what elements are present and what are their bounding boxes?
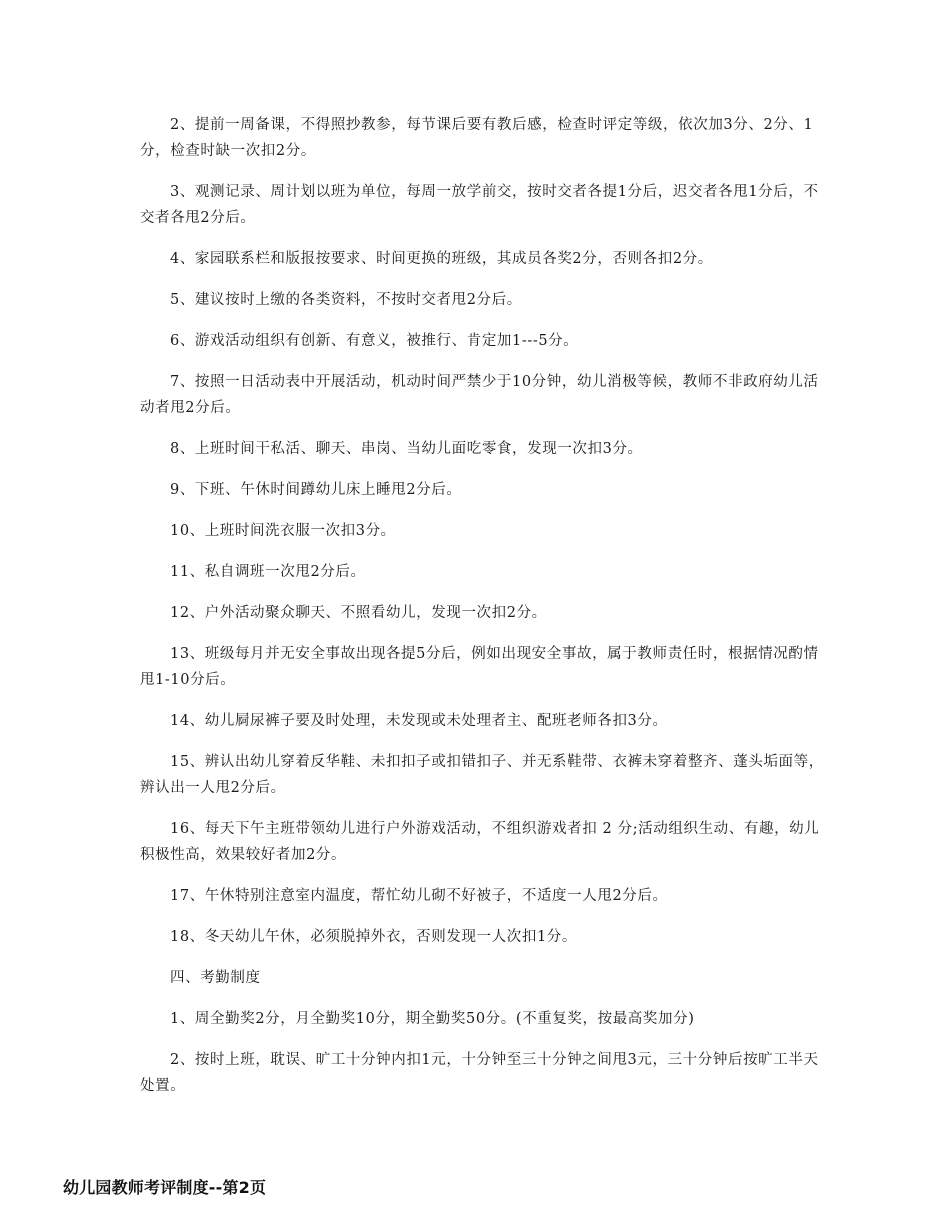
paragraph: 7、按照一日活动表中开展活动，机动时间严禁少于10分钟，幼儿消极等候，教师不非政府幼儿活动者甩2分后。 [140, 374, 819, 416]
paragraph: 2、提前一周备课，不得照抄教参，每节课后要有教后感，检查时评定等级，依次加3分、2分、1分，检查时缺一次扣2分。 [140, 117, 814, 159]
paragraph: 15、辨认出幼儿穿着反华鞋、未扣扣子或扣错扣子、并无系鞋带、衣裤未穿着整齐、蓬头垢面等，辨认出一人甩2分后。 [140, 754, 824, 796]
paragraph: 11、私自调班一次甩2分后。 [170, 564, 366, 580]
paragraph: 12、户外活动聚众聊天、不照看幼儿，发现一次扣2分。 [170, 605, 547, 621]
paragraph: 13、班级每月并无安全事故出现各提5分后，例如出现安全事故，属于教师责任时，根据情况酌情甩1-10分后。 [140, 646, 819, 688]
paragraph: 9、下班、午休时间蹲幼儿床上睡甩2分后。 [170, 482, 462, 498]
paragraph: 1、周全勤奖2分，月全勤奖10分，期全勤奖50分。(不重复奖，按最高奖加分) [170, 1011, 695, 1027]
paragraph: 8、上班时间干私活、聊天、串岗、当幼儿面吃零食，发现一次扣3分。 [170, 441, 643, 457]
paragraph: 16、每天下午主班带领幼儿进行户外游戏活动，不组织游戏者扣 2 分;活动组织生动、有趣，幼儿积极性高，效果较好者加2分。 [140, 821, 820, 863]
page-footer: 幼儿园教师考评制度--第2页 [63, 1178, 267, 1197]
paragraph: 17、午休特别注意室内温度，帮忙幼儿砌不好被子，不适度一人甩2分后。 [170, 888, 668, 904]
section-heading: 四、考勤制度 [170, 970, 261, 986]
paragraph: 2、按时上班，耽误、旷工十分钟内扣1元，十分钟至三十分钟之间甩3元，三十分钟后按旷工半天处置。 [140, 1052, 819, 1094]
paragraph: 14、幼儿屙尿裤子要及时处理，未发现或未处理者主、配班老师各扣3分。 [170, 713, 668, 729]
paragraph: 18、冬天幼儿午休，必须脱掉外衣，否则发现一人次扣1分。 [170, 929, 577, 945]
paragraph: 10、上班时间洗衣服一次扣3分。 [170, 523, 396, 539]
paragraph: 5、建议按时上缴的各类资料，不按时交者甩2分后。 [170, 292, 522, 308]
paragraph: 6、游戏活动组织有创新、有意义，被推行、肯定加1---5分。 [170, 333, 579, 349]
document-body [140, 112, 830, 1114]
paragraph: 4、家园联系栏和版报按要求、时间更换的班级，其成员各奖2分，否则各扣2分。 [170, 251, 713, 267]
paragraph: 3、观测记录、周计划以班为单位，每周一放学前交，按时交者各提1分后，迟交者各甩1分后，不交者各甩2分后。 [140, 184, 819, 226]
